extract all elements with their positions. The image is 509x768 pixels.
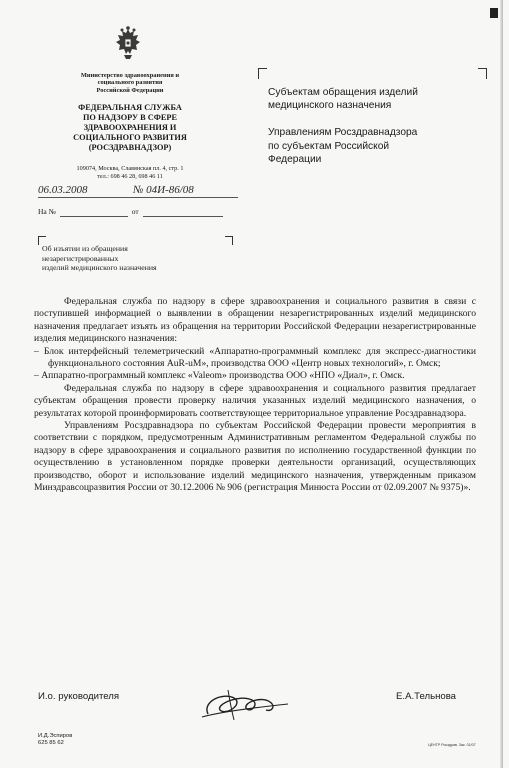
reference-line (38, 207, 238, 217)
coat-of-arms-icon (110, 26, 146, 62)
list-item-1: – Блок интерфейсный телеметрический «Аппаратно-программный комплекс для экспресс-диагностики функционального состояния AuR-uM», производства ООО «Центр новых технологий», г. Омск; (34, 345, 476, 370)
executor-phone: 625 85 62 (38, 740, 64, 747)
ot-label: от (131, 207, 139, 216)
registration-underline (38, 197, 238, 198)
subject-line: Об изъятии из обращения незарегистрированных изделий медицинского назначения (42, 244, 157, 273)
na-label: На № (38, 207, 56, 216)
scan-edge (500, 0, 503, 768)
registration-line (38, 184, 238, 198)
registration-date: 06.03.2008 (38, 184, 88, 196)
addressee-bracket-right (478, 68, 487, 79)
executor-name: И.Д.Эспиров (38, 733, 73, 739)
letter-body (34, 296, 476, 495)
ministry-name: Министерство здравоохранения и социального развития Российской Федерации (80, 72, 180, 94)
addressee-block: Субъектам обращения изделий медицинского назначения Управлениям Росздравнадзора по субъектам Российской Федерации (268, 87, 418, 165)
signer-name: Е.А.Тельнова (396, 691, 457, 702)
signer-position: И.о. руководителя (38, 691, 120, 702)
paragraph-2: Федеральная служба по надзору в сфере здравоохранения и социального развития предлагает субъектам обращения провести проверку наличия указанных изделий медицинского назначения, о результатах которой проинформировать соответствующее территориальное управление Росздравнадзора. (34, 382, 476, 419)
executor-info (38, 733, 72, 747)
scan-mark (490, 8, 498, 18)
paragraph-3: Управлениям Росздравнадзора по субъектам Российской Федерации провести мероприятия в соответствии с порядком, предусмотренным Административным регламентом Федеральной службы по надзору в сфере здравоохранения и социального развития по исполнению государственной функции по осуществлению в установленном порядке проверки деятельности организаций, осуществляющих производство, оборот и использование изделий медицинского назначения, утвержденным приказом Минздравсоцразвития России от 30.12.2006 № 906 (регистрация Минюста России от 02.09.2007 № 9375)». (34, 420, 476, 494)
handwritten-signature (200, 684, 290, 724)
reference-number-blank (60, 207, 128, 217)
registration-number: № 04И-86/08 (133, 184, 194, 196)
paragraph-1: Федеральная служба по надзору в сфере здравоохранения и социального развития в связи с поступившей информацией о выявлении в обращении незарегистрированных изделий медицинского назначения предлагает изъять из обращения на территории Российской Федерации незарегистрированные изделия медицинского назначения: (34, 296, 476, 345)
service-address: 109074, Москва, Славянская пл. 4, стр. 1 тел.: 698 46 28, 698 46 11 (76, 165, 184, 180)
print-code: ЦЕНТР Росздрав. Зак. 01/07 (428, 743, 476, 747)
service-name: ФЕДЕРАЛЬНАЯ СЛУЖБА ПО НАДЗОРУ В СФЕРЕ ЗДРАВООХРАНЕНИЯ И СОЦИАЛЬНОГО РАЗВИТИЯ (РОСЗДРАВНАДЗОР) (73, 103, 187, 152)
addressee-bracket-left (258, 68, 267, 79)
list-item-2: – Аппаратно-программный комплекс «Valeom» производства ООО «НПО «Диал», г. Омск. (34, 370, 405, 382)
reference-date-blank (143, 207, 223, 217)
